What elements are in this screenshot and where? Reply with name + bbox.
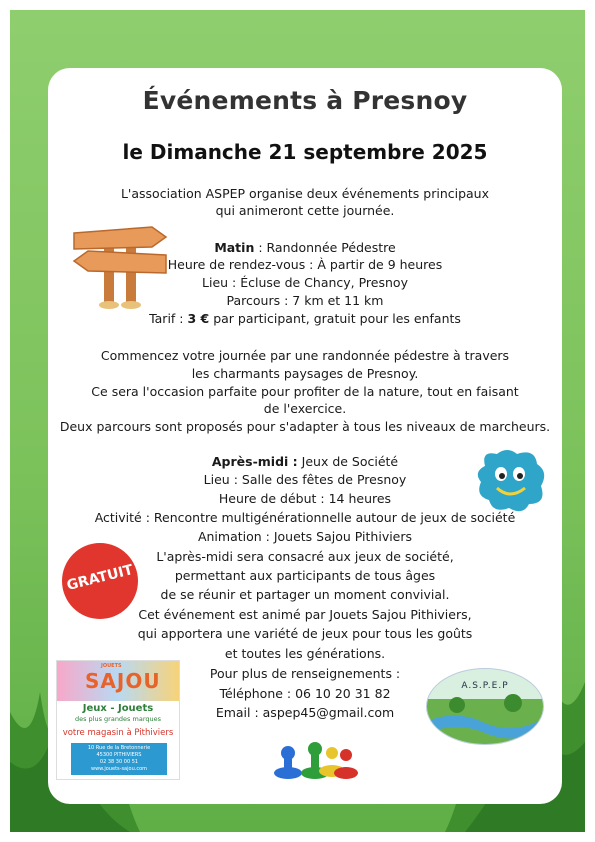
apres-midi-value: Jeux de Société — [297, 454, 399, 469]
apres-midi-label: Après-midi : — [211, 454, 298, 469]
apres-midi-activite: Activité : Rencontre multigénérationnelle autour de jeux de société — [94, 510, 516, 525]
sajou-logo-ad — [56, 660, 180, 780]
matin-parcours: Parcours : 7 km et 11 km — [226, 293, 384, 308]
sajou-small-label: JOUETS — [101, 663, 122, 669]
apres-midi-desc-3: de se réunir et partager un moment convivial. — [160, 587, 450, 602]
tarif-label: Tarif : — [149, 311, 188, 326]
game-pawns-icon — [270, 733, 360, 781]
matin-label: Matin — [214, 240, 255, 255]
matin-lieu: Lieu : Écluse de Chancy, Presnoy — [202, 275, 408, 290]
page-title: Événements à Presnoy — [142, 86, 468, 115]
sajou-subtitle: Jeux - Jouets — [82, 703, 154, 714]
aspep-label: A.S.P.E.P — [461, 681, 509, 691]
green-frame — [10, 10, 585, 832]
gratuit-label: GRATUIT — [65, 562, 135, 594]
matin-desc-5: Deux parcours sont proposés pour s'adapter à tous les niveaux de marcheurs. — [59, 419, 551, 434]
apres-midi-desc-5: qui apportera une variété de jeux pour tous les goûts — [137, 626, 473, 641]
apres-midi-desc-6: et toutes les générations. — [224, 646, 386, 661]
contact-intro: Pour plus de renseignements : — [209, 666, 401, 681]
apres-midi-lieu: Lieu : Salle des fêtes de Presnoy — [203, 472, 407, 487]
tarif-price: 3 € — [187, 311, 210, 326]
intro-line-1: L'association ASPEP organise deux événements principaux — [120, 186, 490, 201]
apres-midi-desc-4: Cet événement est animé par Jouets Sajou Pithiviers, — [138, 607, 472, 622]
intro-line-2: qui animeront cette journée. — [215, 203, 395, 218]
apres-midi-animation: Animation : Jouets Sajou Pithiviers — [197, 529, 413, 544]
sajou-addr-line-4: www.jouets-sajou.com — [90, 766, 147, 772]
apres-midi-heure: Heure de début : 14 heures — [218, 491, 392, 506]
matin-rdv: Heure de rendez-vous : À partir de 9 heures — [167, 257, 443, 272]
signpost-icon — [70, 215, 170, 315]
apres-midi-desc-2: permettant aux participants de tous âges — [174, 568, 436, 583]
contact-phone: Téléphone : 06 10 20 31 82 — [219, 686, 391, 701]
matin-desc-2: les charmants paysages de Presnoy. — [191, 366, 419, 381]
gratuit-badge — [62, 543, 138, 619]
sajou-address — [71, 743, 167, 775]
sajou-addr-line-3: 02 38 30 00 51 — [99, 759, 139, 765]
flyer-card — [48, 68, 562, 804]
matin-desc-4: de l'exercice. — [263, 401, 347, 416]
smiling-blob-icon — [473, 446, 548, 516]
aspep-logo — [426, 668, 544, 745]
contact-email: Email : aspep45@gmail.com — [215, 705, 395, 720]
matin-desc-1: Commencez votre journée par une randonnée pédestre à travers — [100, 348, 510, 363]
sajou-addr-line-1: 10 Rue de la Bretonnerie — [87, 745, 151, 751]
sajou-shop: votre magasin à Pithiviers — [62, 728, 174, 738]
event-date: le Dimanche 21 septembre 2025 — [122, 140, 488, 164]
apres-midi-desc-1: L'après-midi sera consacré aux jeux de société, — [156, 549, 454, 564]
matin-value: : Randonnée Pédestre — [254, 240, 396, 255]
sajou-subtitle-2: des plus grandes marques — [74, 715, 162, 723]
sajou-addr-line-2: 45300 PITHIVIERS — [96, 752, 142, 758]
tarif-rest: par participant, gratuit pour les enfants — [209, 311, 461, 326]
sajou-logo: SAJOU — [85, 669, 161, 693]
matin-desc-3: Ce sera l'occasion parfaite pour profiter de la nature, tout en faisant — [91, 384, 519, 399]
